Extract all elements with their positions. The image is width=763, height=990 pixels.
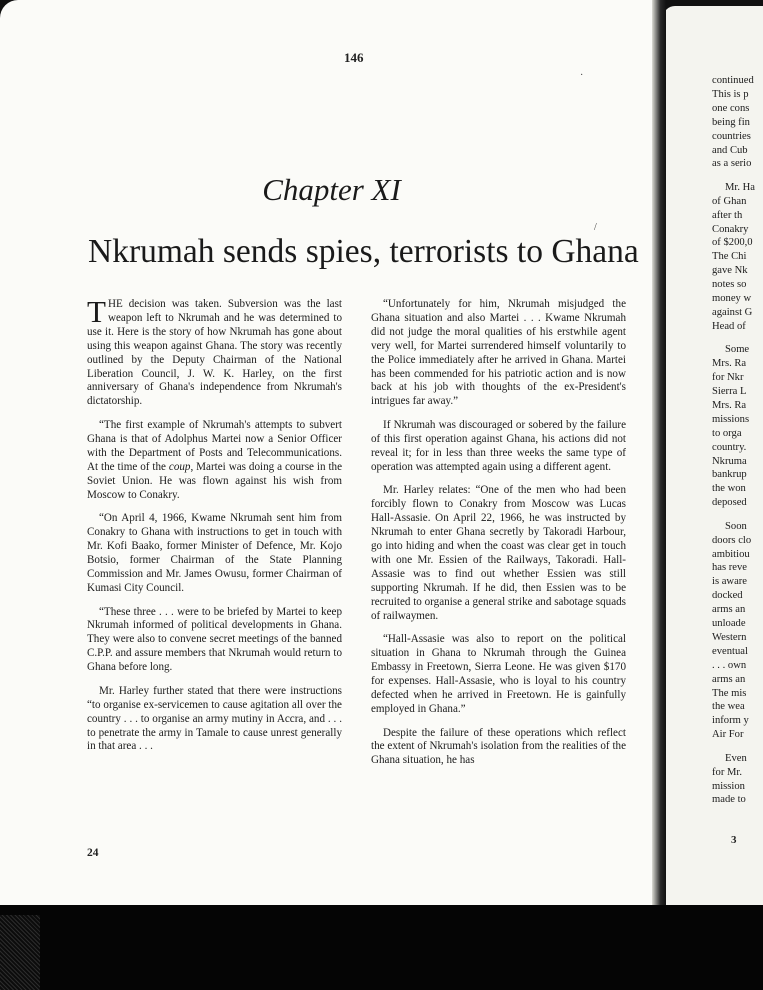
paragraph: THE decision was taken. Subversion was the last weapon left to Nkrumah and he was determined to use it. Here is the story of how Nkrumah has gone about using this weapon against Ghana. The story was recently outlined by the Deputy Chairman of the National Liberation Council, J. W. K. Harley, on the first anniversary of Ghana's independence from Nkrumah's dictatorship.: [87, 294, 342, 408]
right-column: [371, 298, 626, 778]
text-line: Air For: [712, 729, 744, 741]
text-line: of $200,0: [712, 237, 753, 249]
right-paragraph: [712, 520, 763, 743]
paragraph: Despite the failure of these operations which reflect the extent of Nkrumah's isolation from the realities of the Ghana situation, he has: [371, 726, 626, 767]
right-page: [663, 6, 763, 906]
paragraph: “These three . . . were to be briefed by Martei to keep Nkrumah informed of political developments in Ghana. They were also to convene secret meetings of the banned C.P.P. and assure members that Nkrumah would return to Ghana before long.: [87, 605, 342, 674]
text-line: after th: [712, 209, 743, 221]
scan-speck: ·: [580, 70, 584, 81]
text-line: deposed: [712, 497, 747, 509]
text-line: notes so: [712, 279, 747, 291]
text-line: the wea: [712, 701, 745, 713]
text-line: The mis: [712, 687, 747, 699]
text-line: gave Nk: [712, 265, 748, 277]
text-line: Sierra L: [712, 386, 747, 398]
text-line: unloade: [712, 618, 746, 630]
paragraph: “Hall-Assasie was also to report on the political situation in Ghana to Nkrumah through the Guinea Embassy in Freetown, Sierra Leone. He was given $170 for expenses. Hall-Assasie, who is loyal to his country defected when he arrived in Freetown. He is gainfully employed in Ghana.”: [371, 633, 626, 715]
text-line: Head of: [712, 320, 746, 332]
text-line: Western: [712, 631, 747, 643]
text-line: country.: [712, 441, 747, 453]
headline: Nkrumah sends spies, terrorists to Ghana: [88, 233, 639, 270]
text-line: for Nkr: [712, 372, 744, 384]
text-line: countries: [712, 130, 751, 142]
text-line: docked: [712, 590, 743, 602]
page-number: 146: [344, 50, 364, 65]
right-paragraph: [712, 74, 763, 171]
text-line: money w: [712, 293, 752, 305]
text-line: being fin: [712, 116, 750, 128]
text-line: of Ghan: [712, 195, 747, 207]
text-line: the won: [712, 483, 746, 495]
text-line: Even: [725, 752, 747, 764]
text-line: for Mr.: [712, 766, 743, 778]
scan-bottom-edge: [0, 905, 763, 990]
text-line: The Chi: [712, 251, 747, 263]
footer-page-number: 24: [87, 847, 99, 859]
text-line: is aware: [712, 576, 747, 588]
paragraph: Mr. Harley further stated that there were instructions “to organise ex-servicemen to cause agitation all over the country . . . to organise an army mutiny in Accra, and . . . to penetrate the army in Tamale to cause unrest generally in that area . . .: [87, 684, 342, 753]
text-line: Soon: [725, 520, 747, 532]
paragraph: “The first example of Nkrumah's attempts to subvert Ghana is that of Adolphus Martei now a Senior Officer with the Department of Posts and Telecommunications. At the time of the coup, Martei was doing a course in the Soviet Union. He was flown against his wish from Moscow to Conakry.: [87, 419, 343, 501]
text-line: to orga: [712, 427, 742, 439]
text-line: This is p: [712, 88, 749, 100]
right-page-text: [712, 74, 763, 817]
paragraph: “On April 4, 1966, Kwame Nkrumah sent him from Conakry to Ghana with instructions to get in touch with Mr. Kofi Baako, former Minister of Defence, Mr. Kojo Botsio, former Chairman of the State Planning Commission and Mr. James Owusu, former Chairman of Kumasi City Council.: [87, 512, 342, 594]
text-line: Conakry: [712, 223, 749, 235]
right-paragraph: [712, 752, 763, 808]
text-line: and Cub: [712, 144, 748, 156]
paragraph: If Nkrumah was discouraged or sobered by the failure of this first operation against Ghana, his actions did not reveal it; for in less than three weeks the same type of operation was attempted again using a different agent.: [371, 419, 626, 473]
paragraph: “Unfortunately for him, Nkrumah misjudged the Ghana situation and also Martei . . . Kwame Nkrumah did not judge the moral qualities of his erstwhile agent very well, for Martei surrendered himself voluntarily to the Police immediately after he arrived in Ghana. Martei has been commended for his patriotic action and is now back at his job with thoughts of the ex-President's intrigues far away.”: [371, 298, 626, 408]
text-line: eventual: [712, 645, 748, 657]
right-paragraph: [712, 343, 763, 510]
text-line: Some: [725, 344, 750, 356]
text-line: doors clo: [712, 534, 752, 546]
text-line: Mrs. Ra: [712, 358, 747, 370]
text-line: one cons: [712, 102, 750, 114]
scan-speck: /: [594, 222, 597, 233]
text-line: inform y: [712, 715, 749, 727]
text-line: Mr. Ha: [725, 181, 756, 193]
text-line: arms an: [712, 673, 746, 685]
text-line: bankrup: [712, 469, 747, 481]
text-line: Mrs. Ra: [712, 399, 747, 411]
text-line: made to: [712, 794, 746, 806]
left-column: [87, 294, 343, 764]
right-footer-number: 3: [731, 834, 737, 846]
text-line: continued: [712, 75, 754, 86]
text-line: against G: [712, 307, 753, 318]
drop-cap: T: [87, 294, 106, 329]
scan-noise: [0, 915, 40, 990]
text-line: missions: [712, 413, 750, 425]
text-line: . . . own: [712, 659, 747, 671]
text-line: Nkruma: [712, 455, 747, 467]
text-line: arms an: [712, 604, 746, 616]
text-line: as a serio: [712, 158, 752, 170]
right-paragraph: [712, 181, 763, 334]
chapter-title: Chapter XI: [262, 172, 401, 207]
text-line: ambitiou: [712, 548, 750, 560]
text-line: mission: [712, 780, 745, 792]
text-line: has reve: [712, 562, 747, 574]
book-gutter: [652, 0, 666, 905]
paragraph: Mr. Harley relates: “One of the men who had been forcibly flown to Conakry from Moscow was Lucas Hall-Assasie. On April 22, 1966, he was instructed by Nkrumah to enter Ghana secretly by Takoradi Harbour, go into hiding and when the coast was clear get in touch with one Mr. Essien of the Railways, Takoradi. Hall-Assasie was to find out whether Essien was still supporting Nkrumah. If he did, then Essien was to be recruited to organise a general strike and sabotage squads of railwaymen.: [371, 484, 626, 622]
